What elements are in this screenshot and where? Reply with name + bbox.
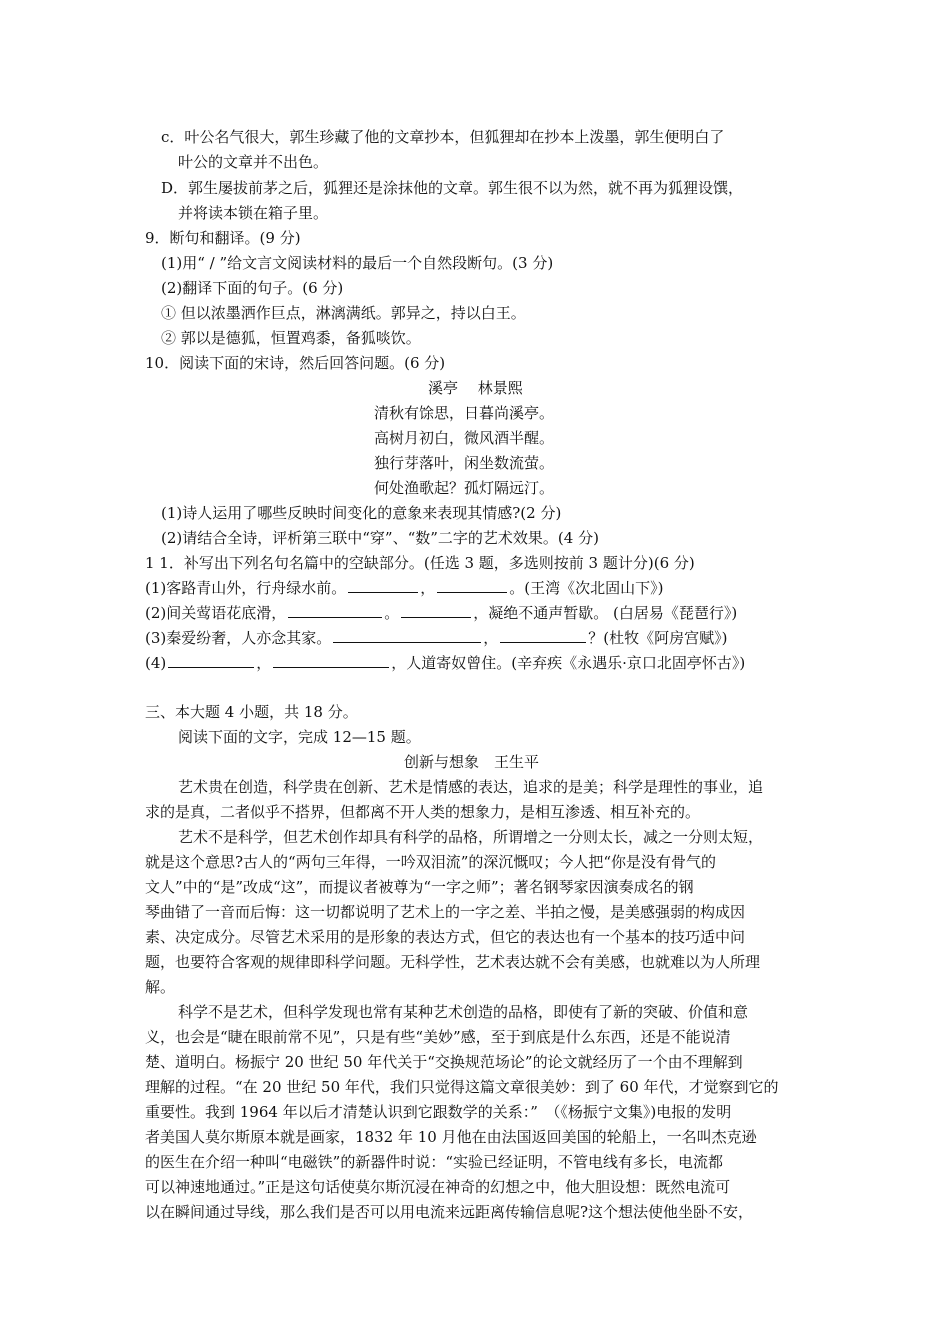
fill-blank[interactable]: [401, 603, 471, 618]
q11-line-2: [145, 603, 737, 623]
article-title: 创新与想象 王生平: [404, 753, 540, 771]
q11-title: 1 1．补写出下列名句名篇中的空缺部分。(任选 3 题，多选则按前 3 题计分)(6 分): [145, 554, 695, 572]
section3-intro: 阅读下面的文字，完成 12—15 题。: [178, 728, 421, 746]
fill-blank[interactable]: [348, 578, 418, 593]
article-p2-line: 文人”中的“是”改成“这”，而提议者被尊为“一字之师”；著名钢琴家因演奏成名的钢: [145, 878, 694, 896]
q11-line4-text-c: ，人道寄奴曾住。(辛弃疾《永遇乐·京口北固亭怀古》): [391, 654, 746, 672]
article-p3-line: 义，也会是“睫在眼前常不见”，只是有些“美妙”感，至于到底是什么东西，还是不能说清: [145, 1028, 731, 1046]
q9-sub2: (2)翻译下面的句子。(6 分): [161, 279, 344, 297]
article-p3-line: 楚、道明白。杨振宁 20 世纪 50 年代关于“交换规范场论”的论文就经历了一个由不理解到: [145, 1053, 743, 1071]
q11-line4-text-a: (4): [145, 654, 167, 672]
fill-blank[interactable]: [500, 628, 586, 643]
article-p3-line: 者美国人莫尔斯原本就是画家，1832 年 10 月他在由法国返回美国的轮船上，一名叫杰克逊: [145, 1128, 757, 1146]
fill-blank[interactable]: [168, 653, 254, 668]
article-p2-line: 解。: [145, 978, 176, 996]
q9-sentence-1: ① 但以浓墨洒作巨点，淋漓满纸。郭异之，持以白王。: [161, 304, 526, 322]
q8-option-d-line1: D．郭生屡拔前茅之后，狐狸还是涂抹他的文章。郭生很不以为然，就不再为狐狸设馔，: [161, 179, 744, 197]
article-p2-line: 琴曲错了一音而后悔：这一切都说明了艺术上的一字之差、半拍之慢，是美感强弱的构成因: [145, 903, 746, 921]
poem-line: 高树月初白，微风酒半醒。: [374, 429, 555, 447]
q8-option-d-line2: 并将读本锁在箱子里。: [178, 204, 329, 222]
article-p2-line: 素、决定成分。尽管艺术采用的是形象的表达方式，但它的表达也有一个基本的技巧适中问: [145, 928, 746, 946]
q11-line3-text-b: ，: [483, 629, 499, 647]
article-p3-line: 科学不是艺术，但科学发现也常有某种艺术创造的品格，即使有了新的突破、价值和意: [178, 1003, 749, 1021]
article-p2-line: 艺术不是科学，但艺术创作却具有科学的品格，所谓增之一分则太长，减之一分则太短，: [178, 828, 764, 846]
q9-sub1: (1)用“ / ”给文言文阅读材料的最后一个自然段断句。(3 分): [161, 254, 554, 272]
article-p3-line: 以在瞬间通过导线，那么我们是否可以用电流来远距离传输信息呢?这个想法使他坐卧不安，: [145, 1203, 754, 1221]
q11-line2-text-a: (2)间关莺语花底滑，: [145, 604, 287, 622]
article-p3-line: 理解的过程。“在 20 世纪 50 年代，我们只觉得这篇文章很美妙：到了 60 年代，才觉察到它的: [145, 1078, 779, 1096]
section3-title: 三、本大题 4 小题，共 18 分。: [145, 703, 358, 721]
q11-line3-text-a: (3)秦爱纷奢，人亦念其家。: [145, 629, 332, 647]
poem-line: 清秋有馀思，日暮尚溪亭。: [374, 404, 555, 422]
fill-blank[interactable]: [437, 578, 507, 593]
article-p2-line: 就是这个意思?古人的“两句三年得，一吟双泪流”的深沉慨叹；今人把“你是没有骨气的: [145, 853, 717, 871]
q11-line2-text-c: ，凝绝不通声暂歇。 (白居易《琵琶行》): [473, 604, 738, 622]
article-p1-line: 艺术贵在创造，科学贵在创新、艺术是情感的表达，追求的是美；科学是理性的事业，追: [178, 778, 764, 796]
q11-line-4: [145, 653, 745, 673]
fill-blank[interactable]: [333, 628, 481, 643]
q10-title: 10．阅读下面的宋诗，然后回答问题。(6 分): [145, 354, 446, 372]
q9-title: 9．断句和翻译。(9 分): [145, 229, 301, 247]
poem-line: 何处渔歌起？孤灯隔远汀。: [374, 479, 555, 497]
q11-line1-text-b: ，: [420, 579, 436, 597]
poem-title: 溪亭 林景熙: [428, 379, 523, 397]
article-p2-line: 题，也要符合客观的规律即科学问题。无科学性，艺术表达就不会有美感，也就难以为人所理: [145, 953, 761, 971]
article-p3-line: 可以神速地通过。”正是这句话使莫尔斯沉浸在神奇的幻想之中，他大胆设想：既然电流可: [145, 1178, 731, 1196]
q11-line1-text-c: 。(王湾《次北固山下》): [509, 579, 664, 597]
q10-sub1: (1)诗人运用了哪些反映时间变化的意象来表现其情感?(2 分): [161, 504, 562, 522]
fill-blank[interactable]: [273, 653, 389, 668]
q11-line-1: [145, 578, 663, 598]
q9-sentence-2: ② 郭以是德狐，恒置鸡黍，备狐啖饮。: [161, 329, 421, 347]
q11-line2-text-b: 。: [384, 604, 400, 622]
article-p1-line: 求的是真，二者似乎不搭界，但都离不开人类的想象力，是相互渗透、相互补充的。: [145, 803, 701, 821]
fill-blank[interactable]: [288, 603, 382, 618]
article-p3-line: 的医生在介绍一种叫“电磁铁”的新器件时说：“实验已经证明，不管电线有多长，电流都: [145, 1153, 724, 1171]
q10-sub2: (2)请结合全诗，评析第三联中“穿”、“数”二字的艺术效果。(4 分): [161, 529, 599, 547]
poem-line: 独行芽落叶，闲坐数流萤。: [374, 454, 555, 472]
q11-line1-text-a: (1)客路青山外，行舟绿水前。: [145, 579, 347, 597]
q8-option-c-line1: c．叶公名气很大，郭生珍藏了他的文章抄本，但狐狸却在抄本上泼墨，郭生便明白了: [161, 128, 725, 146]
q11-line-3: [145, 628, 727, 648]
article-p3-line: 重要性。我到 1964 年以后才清楚认识到它跟数学的关系：” （《杨振宁文集》)电报的发明: [145, 1103, 732, 1121]
q11-line3-text-c: ？(杜牧《阿房宫赋》): [588, 629, 728, 647]
q11-line4-text-b: ，: [256, 654, 272, 672]
q8-option-c-line2: 叶公的文章并不出色。: [178, 153, 329, 171]
